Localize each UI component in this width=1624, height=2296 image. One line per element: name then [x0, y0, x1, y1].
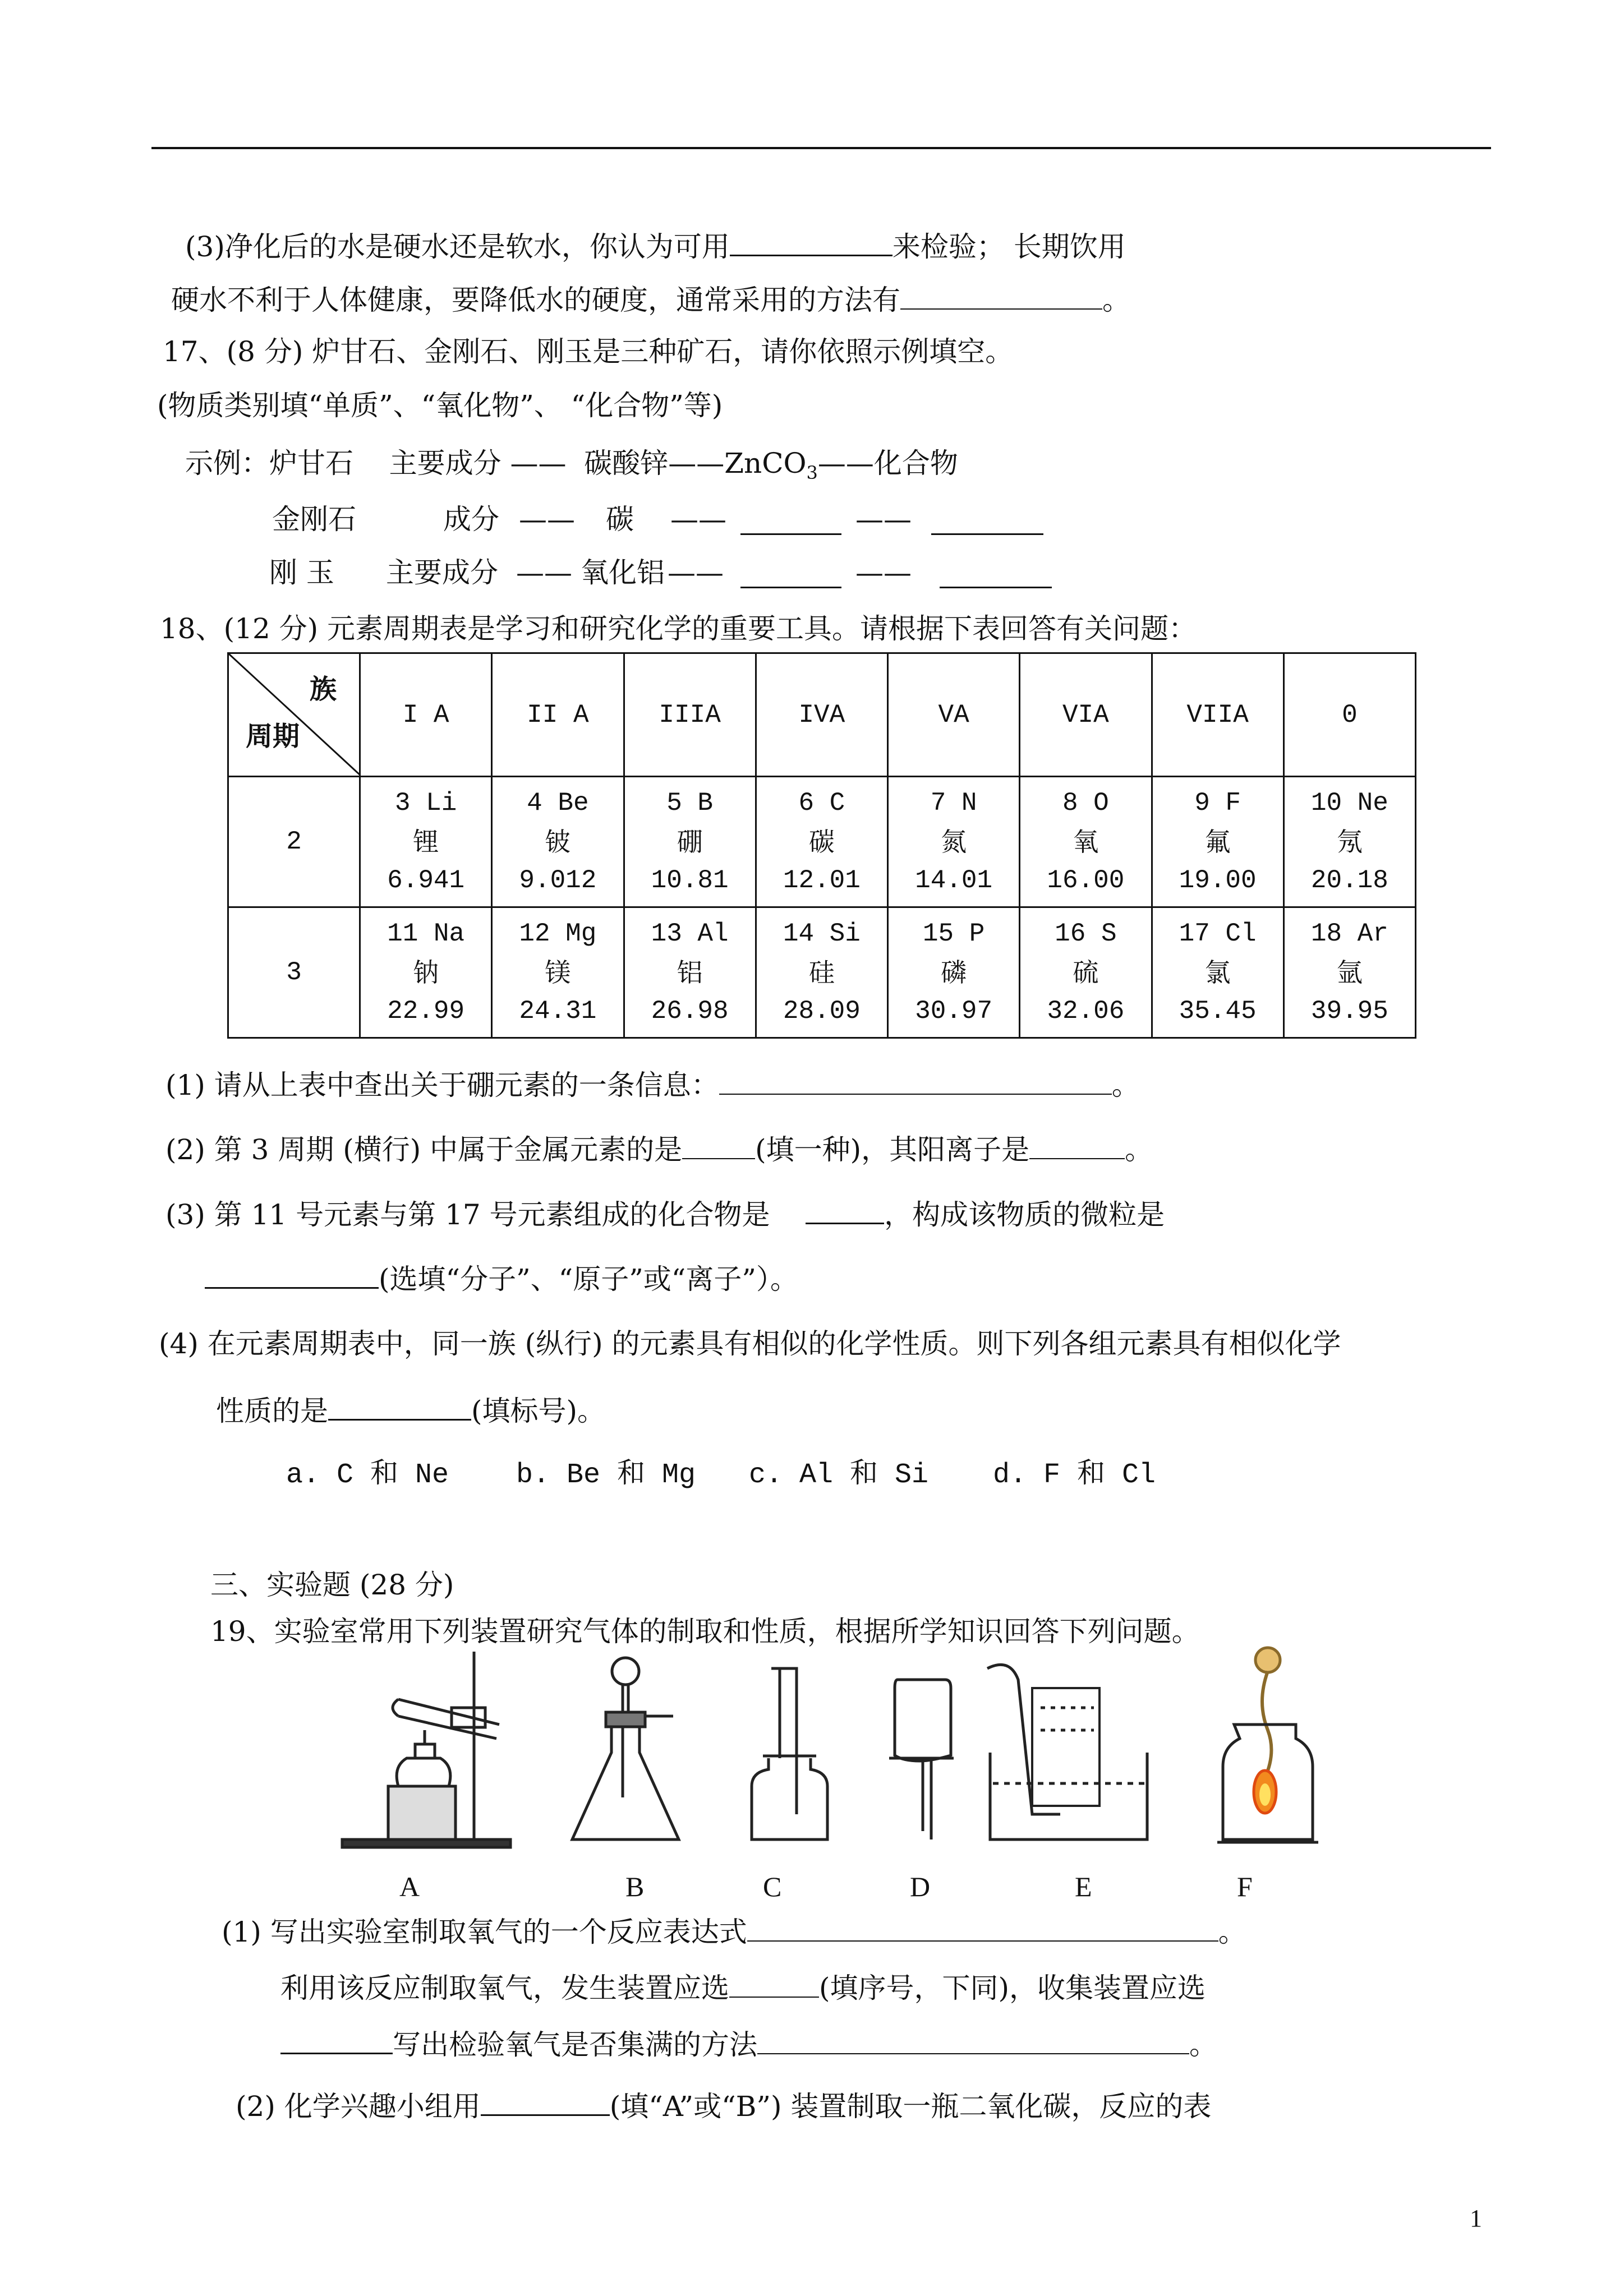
q18-p1: (1) 请从上表中查出关于硼元素的一条信息： 。 — [165, 1066, 1140, 1103]
q18-p4: (4) 在元素周期表中，同一族 (纵行) 的元素具有相似的化学性质。则下列各组元素具有相似化学 — [159, 1327, 1341, 1360]
element-mass: 6.941 — [387, 866, 465, 895]
element-number-symbol: 3 Li — [394, 789, 457, 818]
element-number-symbol: 5 B — [666, 789, 714, 818]
element-name: 磷 — [941, 957, 967, 988]
answer-blank[interactable] — [757, 2025, 1189, 2054]
q18-option-d[interactable]: d. F 和 Cl — [993, 1459, 1156, 1491]
element-cell — [756, 907, 887, 1038]
q19-title: 19、实验室常用下列装置研究气体的制取和性质，根据所学知识回答下列问题。 — [210, 1615, 1200, 1648]
element-number-symbol: 7 N — [930, 789, 977, 818]
element-number-symbol: 15 P — [922, 919, 985, 948]
element-name: 硅 — [808, 957, 835, 988]
lab-apparatus-figure — [337, 1646, 1318, 1859]
q16-line2: 硬水不利于人体健康，要降低水的硬度，通常采用的方法有 。 — [171, 280, 1130, 317]
q17-row-corundum: 刚 玉 主要成分 —— 氧化铝 —— —— — [269, 555, 334, 590]
answer-blank[interactable] — [328, 1391, 471, 1421]
q18-option-a[interactable]: a. C 和 Ne — [286, 1459, 449, 1491]
element-cell — [492, 907, 624, 1038]
element-number-symbol: 11 Na — [387, 919, 465, 948]
element-cell — [888, 777, 1020, 907]
answer-blank[interactable] — [730, 227, 892, 256]
q18-p3-line2: (选填“分子”、“原子”或“离子”）。 — [205, 1259, 798, 1297]
apparatus-label-c: C — [763, 1871, 782, 1902]
group-header: IIIA — [624, 653, 756, 777]
element-name: 氟 — [1204, 827, 1231, 857]
element-cell — [1283, 907, 1415, 1038]
element-number-symbol: 18 Ar — [1310, 919, 1388, 948]
element-cell — [1020, 907, 1152, 1038]
element-cell — [756, 777, 887, 907]
group-header: I A — [360, 653, 492, 777]
element-number-symbol: 16 S — [1055, 919, 1117, 948]
group-header: VIIA — [1152, 653, 1283, 777]
q19-p1-line2: 利用该反应制取氧气，发生装置应选 (填序号，下同)，收集装置应选 — [280, 1968, 1206, 2005]
element-mass: 20.18 — [1310, 866, 1388, 895]
answer-blank[interactable] — [931, 505, 1043, 535]
q17-note: (物质类别填“单质”、“氧化物”、 “化合物”等) — [157, 389, 723, 422]
element-cell — [888, 907, 1020, 1038]
apparatus-label-d: D — [910, 1871, 931, 1902]
group-header: VIA — [1020, 653, 1152, 777]
element-name: 氖 — [1336, 827, 1363, 857]
q18-p2: (2) 第 3 周期 (横行) 中属于金属元素的是 (填一种)，其阳离子是 。 — [165, 1130, 1153, 1167]
element-cell — [1152, 777, 1283, 907]
page-number: 1 — [1470, 2205, 1482, 2232]
answer-blank[interactable] — [900, 280, 1102, 310]
answer-blank[interactable] — [205, 1259, 379, 1289]
apparatus-c-icon — [752, 1668, 827, 1839]
element-mass: 26.98 — [651, 997, 729, 1026]
element-cell — [1152, 907, 1283, 1038]
apparatus-f-icon — [1217, 1648, 1318, 1842]
answer-blank[interactable] — [682, 1130, 755, 1159]
answer-blank[interactable] — [481, 2086, 610, 2116]
q18-option-b[interactable]: b. Be 和 Mg — [516, 1459, 696, 1491]
apparatus-label-e: E — [1075, 1871, 1092, 1902]
apparatus-a-icon — [342, 1652, 510, 1847]
element-name: 氩 — [1336, 957, 1363, 988]
element-name: 铝 — [677, 957, 703, 988]
table-corner-cell — [228, 653, 360, 777]
period-cell: 2 — [228, 777, 360, 907]
element-cell — [492, 777, 624, 907]
element-name: 钠 — [413, 957, 439, 988]
answer-blank[interactable] — [940, 559, 1052, 588]
group-header-label: 族 — [309, 674, 337, 705]
answer-blank[interactable] — [806, 1195, 884, 1224]
periodic-table — [227, 652, 1416, 1039]
apparatus-b-icon — [572, 1658, 679, 1839]
element-name: 碳 — [808, 827, 835, 857]
apparatus-label-b: B — [625, 1871, 645, 1902]
q19-p1-line3: 写出检验氧气是否集满的方法 。 — [280, 2025, 1217, 2062]
element-number-symbol: 9 F — [1194, 789, 1241, 818]
element-mass: 19.00 — [1179, 866, 1257, 895]
element-name: 氯 — [1204, 957, 1231, 988]
answer-blank[interactable] — [719, 1066, 1112, 1095]
section3-title: 三、实验题 (28 分) — [210, 1569, 454, 1601]
group-header: IVA — [756, 653, 887, 777]
element-mass: 9.012 — [519, 866, 597, 895]
group-header: 0 — [1283, 653, 1415, 777]
element-mass: 28.09 — [783, 997, 861, 1026]
q16-line1: (3)净化后的水是硬水还是软水，你认为可用 来检验； 长期饮用 — [185, 227, 1126, 264]
element-mass: 30.97 — [915, 997, 993, 1026]
element-cell — [624, 907, 756, 1038]
element-cell — [360, 907, 492, 1038]
element-name: 锂 — [413, 827, 439, 857]
element-number-symbol: 6 C — [798, 789, 845, 818]
q19-p2: (2) 化学兴趣小组用 (填“A”或“B”) 装置制取一瓶二氧化碳，反应的表 — [236, 2086, 1211, 2124]
element-name: 氧 — [1073, 827, 1099, 857]
element-name: 铍 — [545, 827, 571, 857]
answer-blank[interactable] — [747, 1912, 1218, 1942]
element-mass: 16.00 — [1047, 866, 1125, 895]
apparatus-label-a: A — [399, 1871, 420, 1902]
period-header-label: 周期 — [246, 721, 300, 752]
element-number-symbol: 13 Al — [651, 919, 729, 948]
element-mass: 24.31 — [519, 997, 597, 1026]
q18-p4-line2: 性质的是 (填标号)。 — [216, 1391, 605, 1428]
element-cell — [360, 777, 492, 907]
q17-example: 示例：炉甘石 主要成分 —— 碳酸锌——ZnCO$_3$——化合物 — [185, 447, 958, 483]
element-mass: 12.01 — [783, 866, 861, 895]
apparatus-e-icon — [987, 1665, 1147, 1839]
element-number-symbol: 10 Ne — [1310, 789, 1388, 818]
element-number-symbol: 17 Cl — [1179, 919, 1257, 948]
q18-option-c[interactable]: c. Al 和 Si — [749, 1459, 929, 1491]
q19-p1: (1) 写出实验室制取氧气的一个反应表达式 。 — [222, 1912, 1246, 1949]
q18-p3: (3) 第 11 号元素与第 17 号元素组成的化合物是 ，构成该物质的微粒是 — [165, 1195, 1165, 1232]
apparatus-d-icon — [889, 1680, 954, 1839]
element-mass: 32.06 — [1047, 997, 1125, 1026]
answer-blank[interactable] — [280, 2025, 393, 2054]
group-header: II A — [492, 653, 624, 777]
answer-blank[interactable] — [1029, 1130, 1125, 1159]
apparatus-label-f: F — [1237, 1871, 1253, 1902]
element-cell — [1020, 777, 1152, 907]
q18-title: 18、(12 分) 元素周期表是学习和研究化学的重要工具。请根据下表回答有关问题： — [160, 612, 1197, 645]
element-number-symbol: 4 Be — [527, 789, 589, 818]
element-name: 硼 — [677, 827, 703, 857]
element-cell — [1283, 777, 1415, 907]
answer-blank[interactable] — [729, 1968, 819, 1998]
element-number-symbol: 8 O — [1062, 789, 1109, 818]
element-name: 硫 — [1073, 957, 1099, 988]
header-rule — [151, 147, 1491, 149]
element-mass: 39.95 — [1310, 997, 1388, 1026]
element-mass: 35.45 — [1179, 997, 1257, 1026]
element-number-symbol: 14 Si — [783, 919, 861, 948]
element-number-symbol: 12 Mg — [519, 919, 597, 948]
group-header: VA — [888, 653, 1020, 777]
answer-blank[interactable] — [740, 559, 841, 588]
element-name: 氮 — [941, 827, 967, 857]
q17-title: 17、(8 分) 炉甘石、金刚石、刚玉是三种矿石，请你依照示例填空。 — [163, 335, 1014, 368]
element-name: 镁 — [545, 957, 571, 988]
element-mass: 22.99 — [387, 997, 465, 1026]
element-cell — [624, 777, 756, 907]
element-mass: 14.01 — [915, 866, 993, 895]
element-mass: 10.81 — [651, 866, 729, 895]
q17-row-diamond: 金刚石 成分 —— 碳 —— —— — [272, 502, 356, 537]
answer-blank[interactable] — [740, 505, 841, 535]
period-cell: 3 — [228, 907, 360, 1038]
